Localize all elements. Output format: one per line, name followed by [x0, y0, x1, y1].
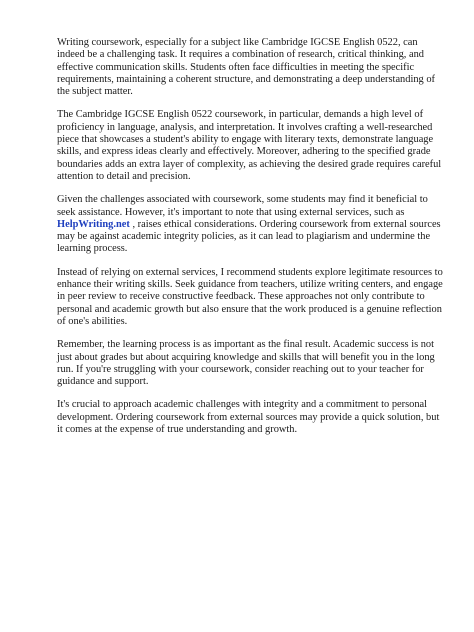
document-body	[57, 37, 445, 447]
helpwriting-link[interactable]: HelpWriting.net	[57, 218, 130, 230]
paragraph-intro: Writing coursework, especially for a subject like Cambridge IGCSE English 0522, can indeed be a challenging task. It requires a combination of research, critical thinking, and effective communication skills. Students often face difficulties in meeting the specific requirements, maintaining a coherent structure, and demonstrating a deep understanding of the subject matter.	[57, 37, 435, 98]
paragraph-external-services-line1: Given the challenges associated with coursework, some students may find it beneficial to seek	[57, 194, 428, 218]
paragraph-external-services-before-link: assistance. However, it's important to note that using external services, such as	[78, 206, 405, 218]
paragraph-igcse-demands: The Cambridge IGCSE English 0522 coursework, in particular, demands a high level of proficiency in language, analysis, and interpretation. It involves crafting a well-researched piece that showcases a student's ability to engage with literary texts, demonstrate language skills, and express ideas clearly and effectively. Moreover, adhering to the specified grade boundaries adds an extra layer of complexity, as achieving the desired grade requires careful attention to detail and precision.	[57, 109, 442, 182]
paragraph-learning-process: Remember, the learning process is as important as the final result. Academic success is not just about grades but about acquiring knowledge and skills that will benefit you in the long run. If you're struggling with your coursework, consider reaching out to your teacher for guidance and support.	[57, 339, 435, 388]
paragraph-external-services	[57, 194, 445, 255]
paragraph-integrity: It's crucial to approach academic challenges with integrity and a commitment to personal development. Ordering coursework from external sources may provide a quick solution, but it comes at the expense of true understanding and growth.	[57, 399, 440, 436]
paragraph-external-services-after-link: , raises ethical considerations. Ordering coursework from external sources may be against academic integrity policies, as it can lead to plagiarism and undermine the learning process.	[57, 218, 441, 255]
paragraph-legitimate-resources: Instead of relying on external services, I recommend students explore legitimate resources to enhance their writing skills. Seek guidance from teachers, utilize writing centers, and engage in peer review to receive constructive feedback. These approaches not only contribute to personal and academic growth but also ensure that the work produced is a genuine reflection of one's abilities.	[57, 266, 443, 327]
